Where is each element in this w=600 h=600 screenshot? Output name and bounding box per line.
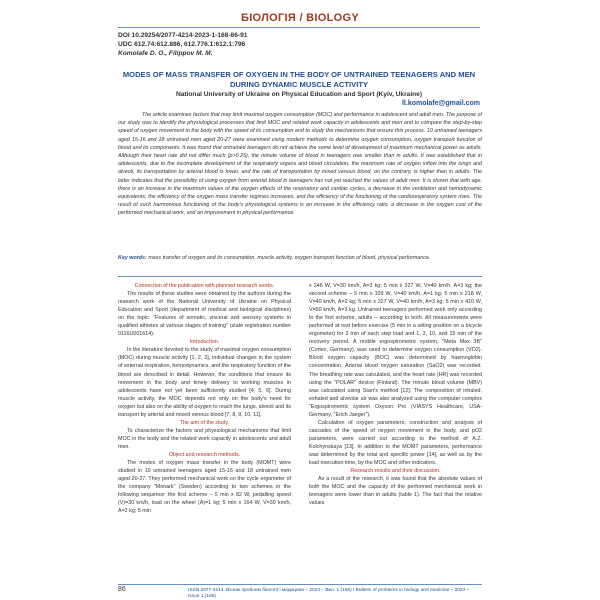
left-column xyxy=(118,282,291,582)
section-heading: Research results and their discussion. xyxy=(350,468,441,475)
keywords-label: Key words: xyxy=(118,255,147,261)
section-heading: The aim of the study. xyxy=(179,419,230,426)
body-paragraph: As a result of the research, it was found that the absolute values of both the MOC and the capacity of the performed mechanical work in teenagers were lower than in adults (table 1). The fact that the relative values xyxy=(309,476,482,507)
body-paragraph: In the literature devoted to the study of maximal oxygen consumption (MOC) during muscle activity [1, 2, 3], individual changes in the system of external respiration, hemodynamics, and the respiratory function of the blood are described in detail. However, the conditions that ensure its movement in the body and timely delivery to working muscles in adolescents have not yet been sufficiently studied [4, 5, 6]. During muscle activity, the MOC depends not only on the body's need for oxygen but also on the ability of oxygen to reach the lungs, alveoli and its transport by arterial and mixed venous blood [7, 8, 9, 10, 11]. xyxy=(118,347,291,418)
header-rule xyxy=(118,27,480,28)
body-paragraph: x 246 W, V=30 km/h, A=3 kg; 5 min x 327 W, V=40 km/h, A=3 kg; the second scheme – 5 min x 109 W, V=40 km/h, A=1 kg; 5 min x 218 W, V=40 km/h, A=2 kg; 5 min x 327 W, V=40 km/h, A=3 kg; 5 min x 410 W, V=50 km/h, A=3 kg. Untrained teenagers performed work only according to the first scheme, adults – according to both. All measurements were performed at rest before exercise (5 min in a sitting position on a bicycle ergometer) for 3 min of each step load and 1, 3, 10, and 15 min of the recovery period. A mobile ergospirometric system, "Meta Max 3B" (Cortex, Germany), was used to determine oxygen consumption (VO2). Blood oxygen capacity (BOC) was determined by haemoglobin concentration. Arterial blood oxygen saturation (SaO2) was recorded. The breathing rate was calculated, and the heart rate (HR) was recorded using the "POLAR" device (Finland). The minute blood volume (MBV) was calculated using Starr's method [12]. The composition of inhaled, exhaled and alveolar air was also analyzed using the computer complex "Ergospirometric system Oxycon Pro (VIASYS Healthcare, USA-Germany, "Erich Jaeger"). xyxy=(309,283,482,418)
page-number: 86 xyxy=(118,586,126,593)
section-heading: Introduction. xyxy=(189,339,220,346)
section-rule xyxy=(118,276,482,277)
section-heading: Object and research methods. xyxy=(168,451,241,458)
doi: DOI 10.29254/2077-4214-2023-1-168-86-91 xyxy=(118,32,248,39)
article-title: MODES OF MASS TRANSFER OF OXYGEN IN THE BODY OF UNTRAINED TEENAGERS AND MEN DURING DYNAMIC MUSCLE ACTIVITY xyxy=(122,70,476,89)
author-email[interactable]: ll.komolafe@gmail.com xyxy=(401,100,480,107)
right-column xyxy=(309,282,482,582)
institution: National University of Ukraine on Physical Education and Sport (Kyiv, Ukraine) xyxy=(175,91,423,98)
udc: UDC 612.74:612.886, 612.776.1:612.1:796 xyxy=(118,41,246,48)
body-paragraph: The results of these studies were obtained by the authors during the research work of the National University of Ukraine on Physical Education and Sport (department of medical and biological disciplines) on the topic: "Features of somatic, visceral and sensory systems in qualified athletes at various stages of training" (state registration number 0116U001614). xyxy=(118,291,291,338)
body-paragraph: To characterize the factors and physiological mechanisms that limit MOC in the body and the related work capacity in adolescents and adult men. xyxy=(118,427,291,450)
authors: Komolafe D. O., Filippov M. M. xyxy=(118,50,213,57)
footer-rule xyxy=(118,584,482,585)
keywords-text: mass transfer of oxygen and its consumption, muscle activity, oxygen transport function of blood, physical performance. xyxy=(148,255,431,261)
abstract: The article examines factors that may limit maximal oxygen consumption (MOC) and performance in adolescent and adult men. The purpose of our study was to identify the physiological processes that limit MOC and related work capacity in adolescents and men and to compare the step-by-step speed of oxygen movement in the body with the speed of its consumption and to study the mechanisms that ensure this process. 10 untrained teenagers aged 15-16 and 18 untrained men aged 20-27 were examined using modern methods to determine oxygen consumption, oxygen transport function of blood and its components. It was found that untrained teenagers do not achieve the same level of development of maximum mechanical power as adults. Although their heart rate did not differ much (p>0.25), the minute volume of blood in teenagers was smaller than in adults. It was established that in adolescents, due to the incomplete development of the respiratory organs and blood circulation, the maximum rate of oxygen inflow into the lungs and alveoli, its transportation by arterial blood is lower, and the rate of transportation by mixed venous blood, on the contrary, is higher than in adults. The latter indicates that the possibility of using oxygen from arterial blood in teenagers has not yet reached the values of adult men. It is shown that with age, there is an increase in the maximum values of the oxygen effects of the respiratory and cardiac cycles, a decrease in the ventilation and hemodynamic equivalents, the efficiency of the oxygen mass transfer regimes increases, and the efficiency of the functioning of the cardiorespiratory system rises. The result of such harmonious functioning of the body's physiological systems is an increase in the efficiency ratio, a decrease in the oxygen cost of the performed mechanical work, and an improvement in physical performance. xyxy=(118,112,482,217)
body-paragraph: Calculation of oxygen parameters, construction and analysis of cascades of the speed of oxygen movement in the body, and pO2 parameters, were carried out according to the method of A.Z. Kolchynskaya [13]. In addition to the MOMT parameters, performance was determined by the total and specific power [14], as well as by the load execution time, by the MOC and other indicators. xyxy=(309,419,482,467)
footer-issn: ISSN 2077-4214. Вісник проблем біології і медицини – 2023 – Вип. 1 (168) / Bulletin of problems in biology and medicine – 2023 – Issue 1 (168) xyxy=(188,588,470,599)
section-header: БІОЛОГІЯ / BIOLOGY xyxy=(240,12,359,24)
section-heading: Connection of the publication with planned research works. xyxy=(134,283,275,289)
body-paragraph: The modes of oxygen mass transfer in the body (MOMT) were studied in 10 untrained teenagers aged 15-16 and 18 untrained men aged 20-27. They performed mechanical work on the cycle ergometer of the company "Monark" (Sweden) according to two schemes in the following sequence: the first scheme – 5 min x 82 W, pedalling speed (V)=30 km/h, load on the wheel (A)=1 kg; 5 min x 164 W, V=30 km/h, A=2 kg; 5 min xyxy=(118,460,291,515)
keywords xyxy=(118,254,482,262)
